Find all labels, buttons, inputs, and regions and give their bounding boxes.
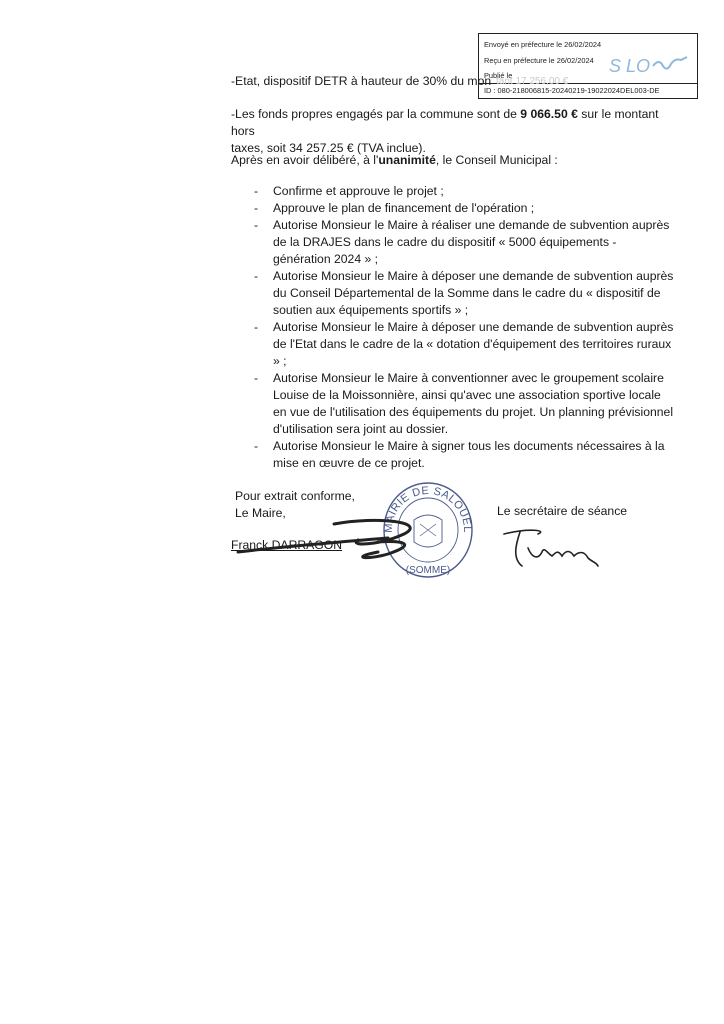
list-item: - Approuve le plan de financement de l'opération ; <box>254 201 535 215</box>
secretary-signature <box>498 524 628 574</box>
mayor-name: Franck DARRAGON <box>231 538 343 552</box>
decision-list <box>256 183 676 472</box>
stamp-received: Reçu en préfecture le 26/02/2024 <box>484 56 594 65</box>
list-item: - Autorise Monsieur le Maire à signer tous les documents nécessaires à la mise en œuvre de ce projet. <box>254 439 665 470</box>
fonds-post: sur le montant hors <box>231 107 659 138</box>
stamp-id: ID : 080-218006815-20240219-19022024DEL003-DE <box>484 86 660 95</box>
extract-conforme: Pour extrait conforme, <box>235 489 355 503</box>
fonds-amount: 9 066.50 € <box>520 107 578 121</box>
list-item: - Confirme et approuve le projet ; <box>254 184 444 198</box>
list-item: - Autorise Monsieur le Maire à déposer une demande de subvention auprès de l'Etat dans le cadre de la « dotation d'équipement des territoires ruraux » ; <box>254 320 674 368</box>
seal-top-text: MAIRIE DE SALOUEL <box>382 484 474 534</box>
seal-bottom-text: (SOMME) <box>405 565 451 576</box>
detr-hidden-text: tant 17 256,00 € <box>496 76 569 87</box>
deliberation-pre: Après en avoir délibéré, à l' <box>231 153 379 167</box>
deliberation-paragraph <box>231 152 558 169</box>
stamp-sent: Envoyé en préfecture le 26/02/2024 <box>484 40 602 49</box>
secretary-label: Le secrétaire de séance <box>497 504 628 518</box>
fonds-pre: -Les fonds propres engagés par la commune sont de <box>231 107 521 121</box>
list-item: - Autorise Monsieur le Maire à conventionner avec le groupement scolaire Louise de la Moissonnière, ainsi qu'avec une association sportive locale en vue de l'utilisation des équipements du projet. Un planning prévisionnel d'utilisation sera joint au dossier. <box>254 371 674 436</box>
detr-paragraph <box>231 73 491 90</box>
mayor-title: Le Maire, <box>235 506 286 520</box>
stamp-published: Publié le <box>484 71 513 80</box>
list-item: - Autorise Monsieur le Maire à déposer une demande de subvention auprès du Conseil Départemental de la Somme dans le cadre du « dispositif de soutien aux équipements sportifs » ; <box>254 269 674 317</box>
deliberation-post: , le Conseil Municipal : <box>435 153 558 167</box>
slo-logo-text: S LO <box>609 56 651 76</box>
deliberation-bold: unanimité <box>378 153 436 167</box>
detr-text: -Etat, dispositif DETR à hauteur de 30% du mon <box>231 74 492 88</box>
list-item: - Autorise Monsieur le Maire à réaliser une demande de subvention auprès de la DRAJES dans le cadre du dispositif « 5000 équipements - génération 2024 » ; <box>254 218 670 266</box>
slo-logo <box>609 52 691 78</box>
fonds-paragraph <box>231 106 671 157</box>
fonds-line2: taxes, soit 34 257.25 € (TVA inclue). <box>231 141 426 155</box>
mayor-signature <box>228 512 438 562</box>
slo-swoosh <box>653 57 687 69</box>
